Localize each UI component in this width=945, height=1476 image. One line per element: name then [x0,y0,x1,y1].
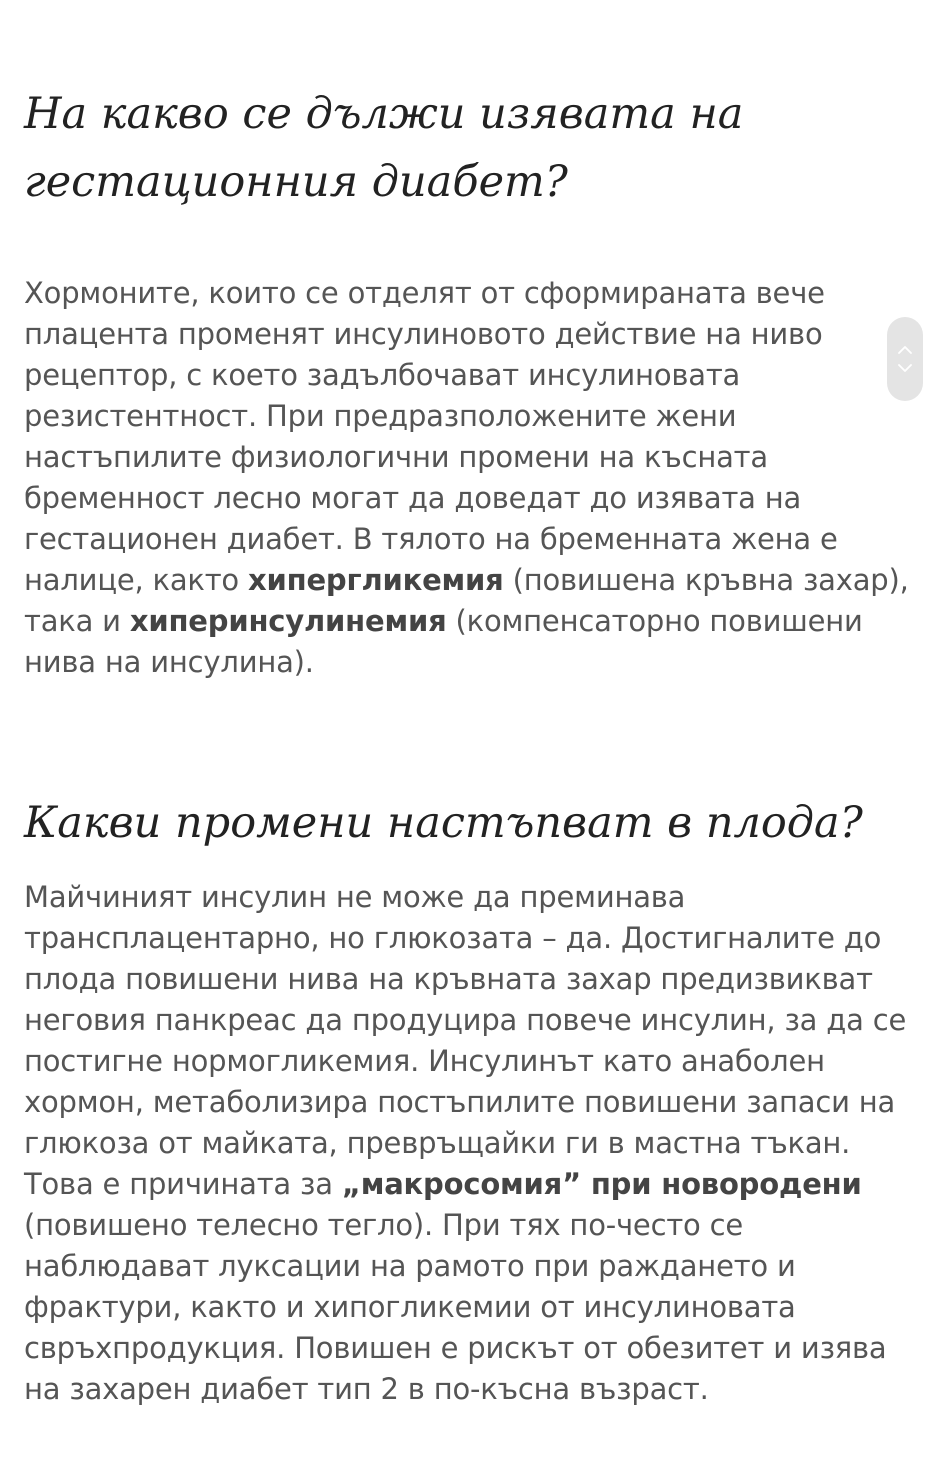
section-title-fetal-changes: Какви промени настъпват в плода? [24,798,863,848]
term-hyperinsulinemia: хиперинсулинемия [129,604,447,638]
chevron-up-icon[interactable] [898,345,912,354]
chevron-down-icon[interactable] [898,364,912,373]
section-paragraph-gestational-cause [24,273,924,683]
section-title-gestational-cause: На какво се дължи изявата на гестационния диабет? [24,89,744,207]
scroll-control[interactable] [887,317,923,401]
term-hyperglycemia: хипергликемия [248,563,504,597]
section-paragraph-fetal-changes [24,877,924,1410]
paragraph-text: (компенсаторно повишени нива на инсулина). [24,604,863,679]
term-macrosomia: „макросомия” при новородени [341,1167,862,1201]
paragraph-text: (повишено телесно тегло). При тях по-често се наблюдават луксации на рамото при раждането и фрактури, както и хипогликемии от инсулиновата свръхпродукция. Повишен е рискът от обезитет и изява на захарен диабет тип 2 в по-късна възраст. [24,1208,887,1406]
paragraph-text: (повишена кръвна захар), така и [24,563,909,638]
paragraph-text: Майчиният инсулин не може да преминава трансплацентарно, но глюкозата – да. Достигналите до плода повишени нива на кръвната захар предизвикват неговия панкреас да продуцира повече инсулин, за да се постигне нормогликемия. Инсулинът като анаболен хормон, метаболизира постъпилите повишени запаси на глюкоза от майката, превръщайки ги в мастна тъкан. Това е причината за [24,880,907,1201]
paragraph-text: Хормоните, които се отделят от сформираната вече плацента променят инсулиновото действие на ниво рецептор, с което задълбочават инсулиновата резистентност. При предразположените жени настъпилите физиологични промени на късната бременност лесно могат да доведат до изявата на гестационен диабет. В тялото на бременната жена е налице, както [24,276,838,597]
